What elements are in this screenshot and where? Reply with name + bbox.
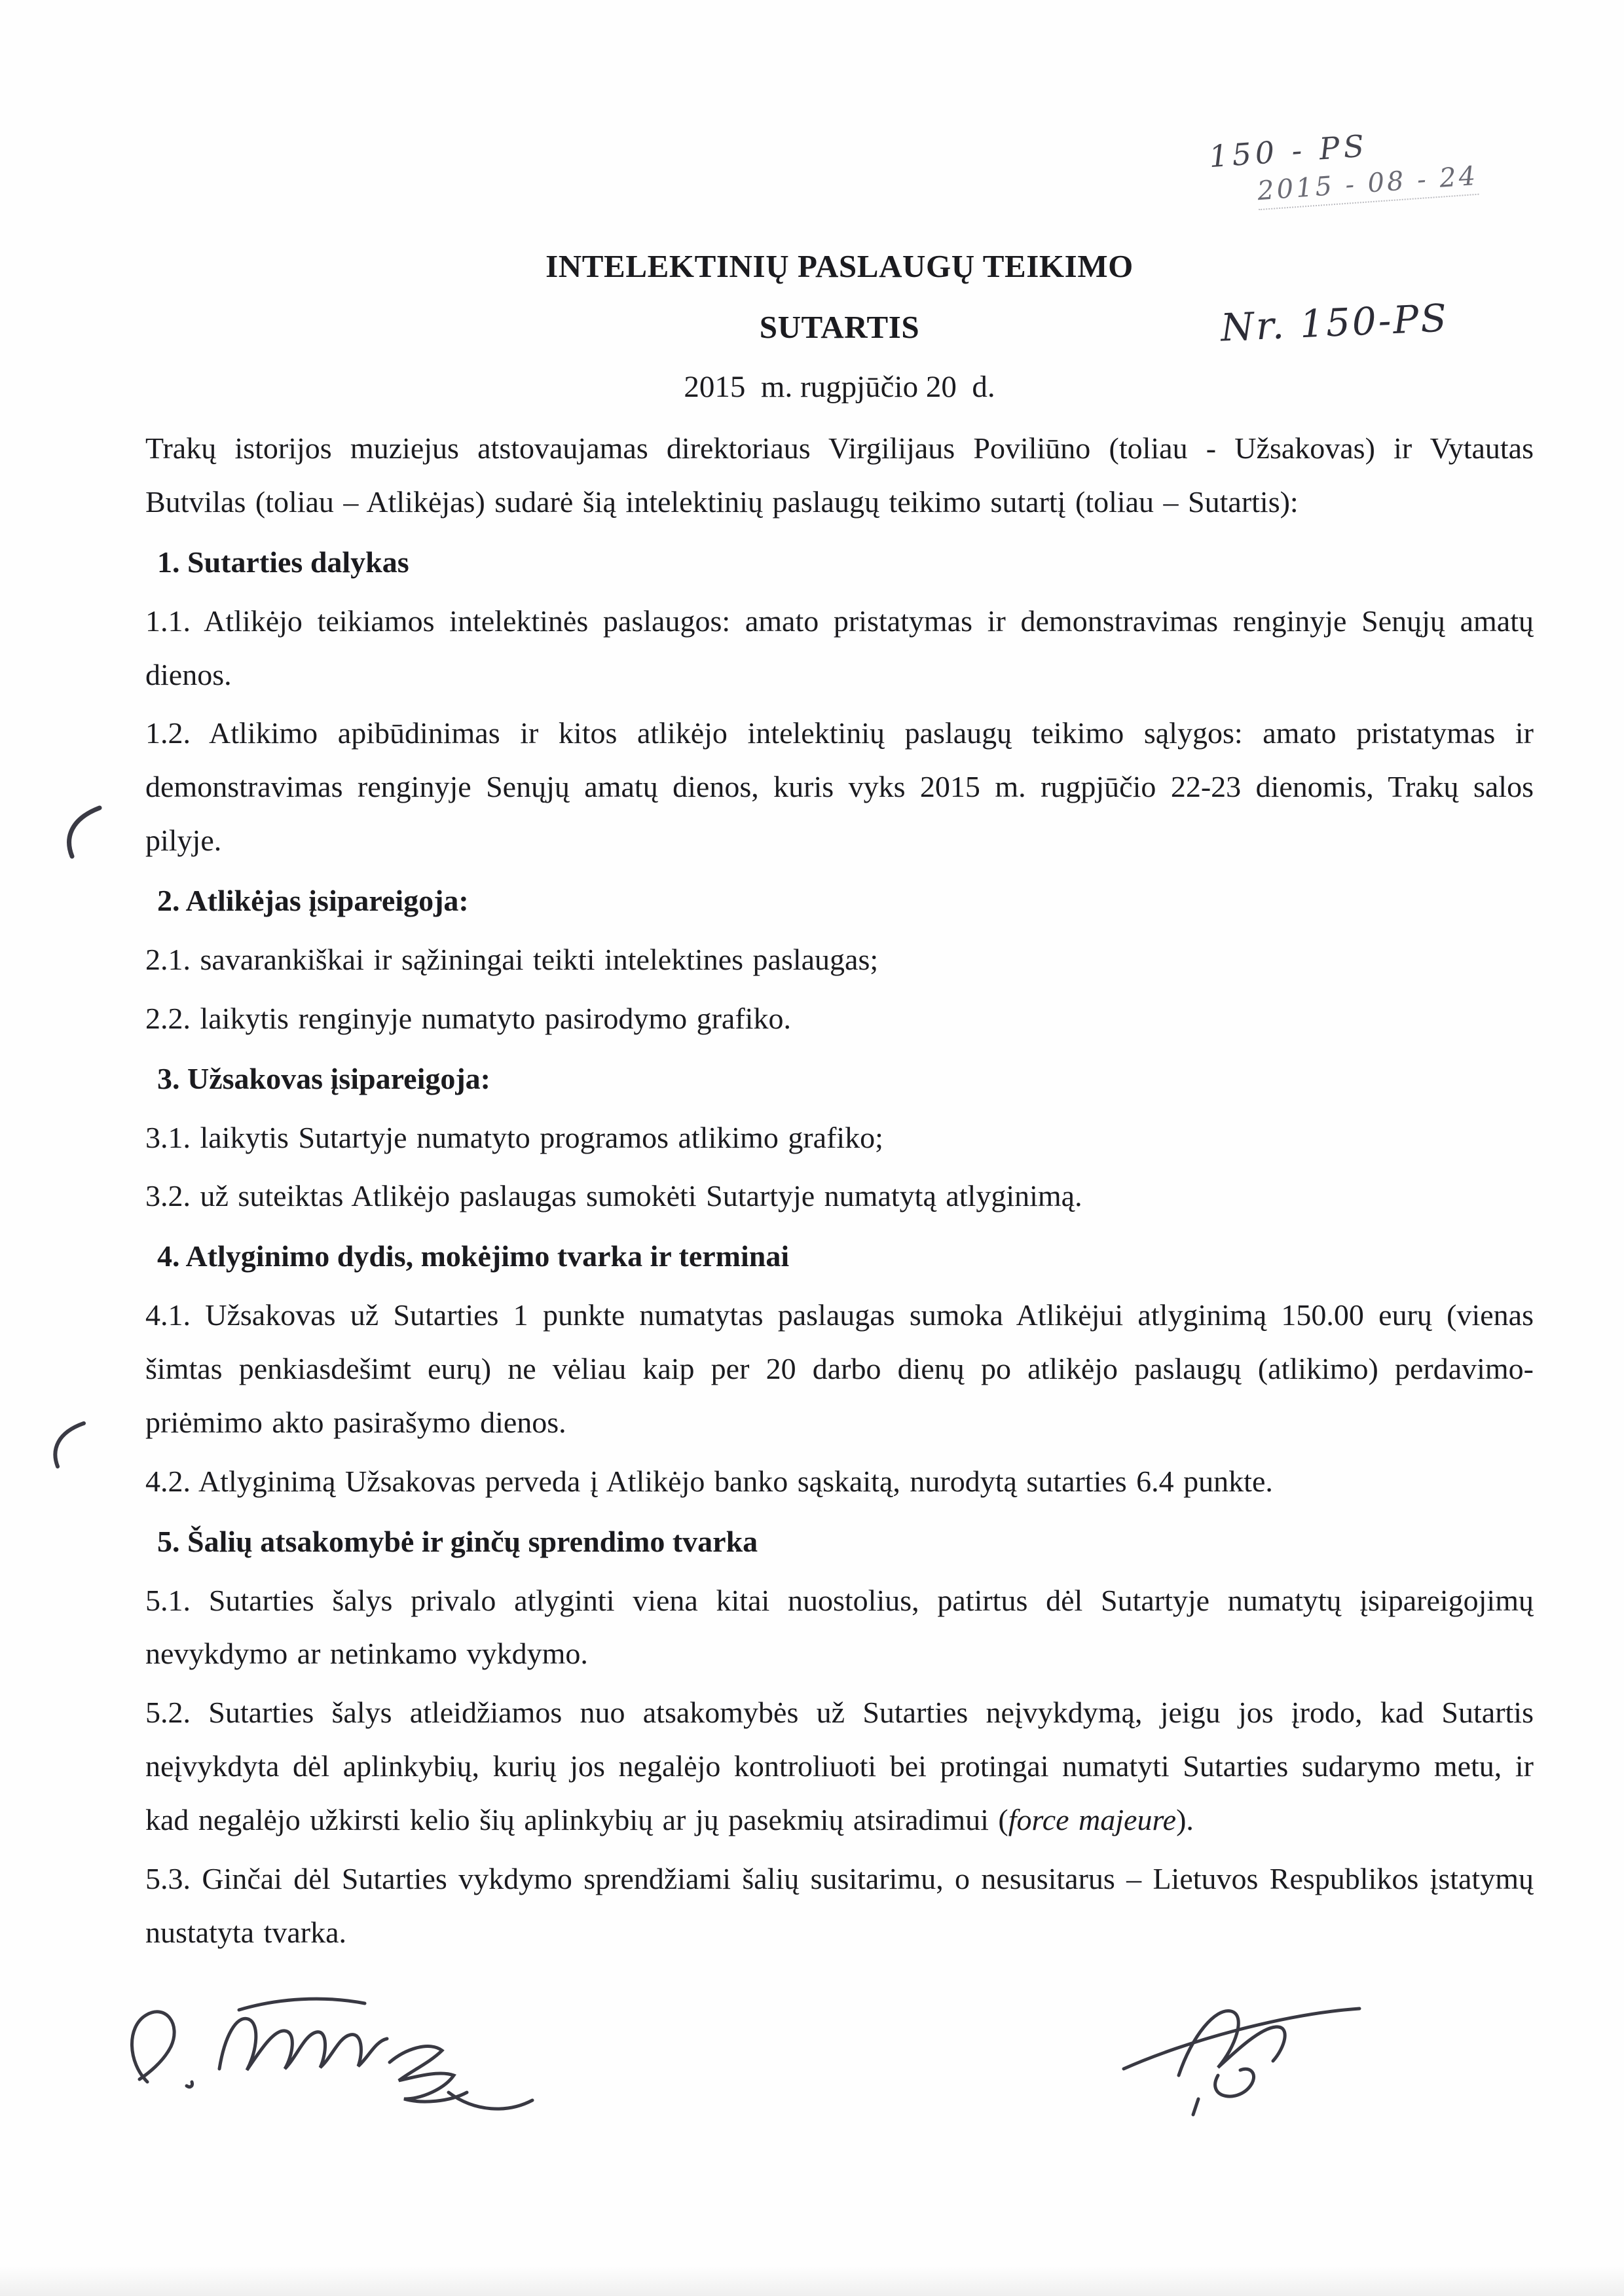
clause-5-3: 5.3. Ginčai dėl Sutarties vykdymo sprendžiami šalių susitarimu, o nesusitarus – Lietuvos Respublikos įstatymų nustatyta tvarka. [145,1861,1534,1949]
contract-number-handwritten: Nr. 150-PS [1219,295,1450,350]
intro-paragraph: Trakų istorijos muziejus atstovaujamas direktoriaus Virgilijaus Poviliūno (toliau - Užsakovas) ir Vytautas Butvilas (toliau – Atlikėjas) sudarė šią intelektinių paslaugų teikimo sutartį (toliau – Sutartis): [145,431,1534,519]
signature-right [1100,1971,1375,2121]
clause-3-1: 3.1. laikytis Sutartyje numatyto programos atlikimo grafiko; [145,1120,883,1154]
pen-mark-icon [60,804,107,860]
contract-title: INTELEKTINIŲ PASLAUGŲ TEIKIMO [545,248,1134,284]
section-2-heading: 2. Atlikėjas įsipareigoja: [157,884,469,917]
contract-date: 2015 m. rugpjūčio 20 d. [684,370,995,404]
section-4-heading: 4. Atlyginimo dydis, mokėjimo tvarka ir terminai [157,1239,790,1273]
clause-4-1: 4.1. Užsakovas už Sutarties 1 punkte numatytas paslaugas sumoka Atlikėjui atlyginimą 150.00 eurų (vienas šimtas penkiasdešimt eurų) ne vėliau kaip per 20 darbo dienų po atlikėjo paslaugų (atlikimo) perdavimo-priėmimo akto pasirašymo dienos. [145,1298,1534,1439]
signature-left [108,1964,606,2128]
section-3-heading: 3. Užsakovas įsipareigoja: [157,1061,490,1095]
section-1-heading: 1. Sutarties dalykas [157,545,409,579]
clause-5-1: 5.1. Sutarties šalys privalo atlyginti viena kitai nuostolius, patirtus dėl Sutartyje numatytų įsipareigojimų nevykdymo ar netinkamo vykdymo. [145,1583,1534,1671]
section-5-heading: 5. Šalių atsakomybė ir ginčų sprendimo tvarka [157,1524,758,1558]
clause-1-1: 1.1. Atlikėjo teikiamos intelektinės paslaugos: amato pristatymas ir demonstravimas renginyje Senųjų amatų dienos. [145,604,1534,691]
clause-1-2: 1.2. Atlikimo apibūdinimas ir kitos atlikėjo intelektinių paslaugų teikimo sąlygos: amato pristatymas ir demonstravimas renginyje Senųjų amatų dienos, kuris vyks 2015 m. rugpjūčio 22-23 dienomis, Trakų salos pilyje. [145,716,1534,858]
clause-5-2-text-post: ). [1176,1803,1194,1836]
clause-4-2: 4.2. Atlyginimą Užsakovas perveda į Atlikėjo banko sąskaitą, nurodytą sutarties 6.4 punkte. [145,1464,1273,1498]
clause-5-2 [145,1686,1534,1847]
registration-date-handwritten: 2015 - 08 - 24 [1256,161,1479,210]
contract-subtitle-row [145,295,1534,350]
clause-2-1: 2.1. savarankiškai ir sąžiningai teikti intelektines paslaugas; [145,942,879,976]
force-majeure-italic: force majeure [1008,1803,1177,1836]
registration-number-handwritten: 150 - PS [1208,128,1369,175]
clause-2-2: 2.2. laikytis renginyje numatyto pasirodymo grafiko. [145,1001,791,1035]
clause-5-2-text-pre: 5.2. Sutarties šalys atleidžiamos nuo atsakomybės už Sutarties neįvykdymą, jeigu jos įrodo, kad Sutartis neįvykdyta dėl aplinkybių, kurių jos negalėjo kontroliuoti bei protingai numatyti Sutarties sudarymo metu, ir kad negalėjo užkirsti kelio šių aplinkybių ar jų pasekmių atsiradimui ( [145,1696,1534,1836]
pen-mark-icon [47,1419,90,1470]
clause-3-2: 3.2. už suteiktas Atlikėjo paslaugas sumokėti Sutartyje numatytą atlyginimą. [145,1179,1082,1213]
scan-edge-shadow [0,2266,1624,2296]
contract-subtitle: SUTARTIS [759,309,920,345]
